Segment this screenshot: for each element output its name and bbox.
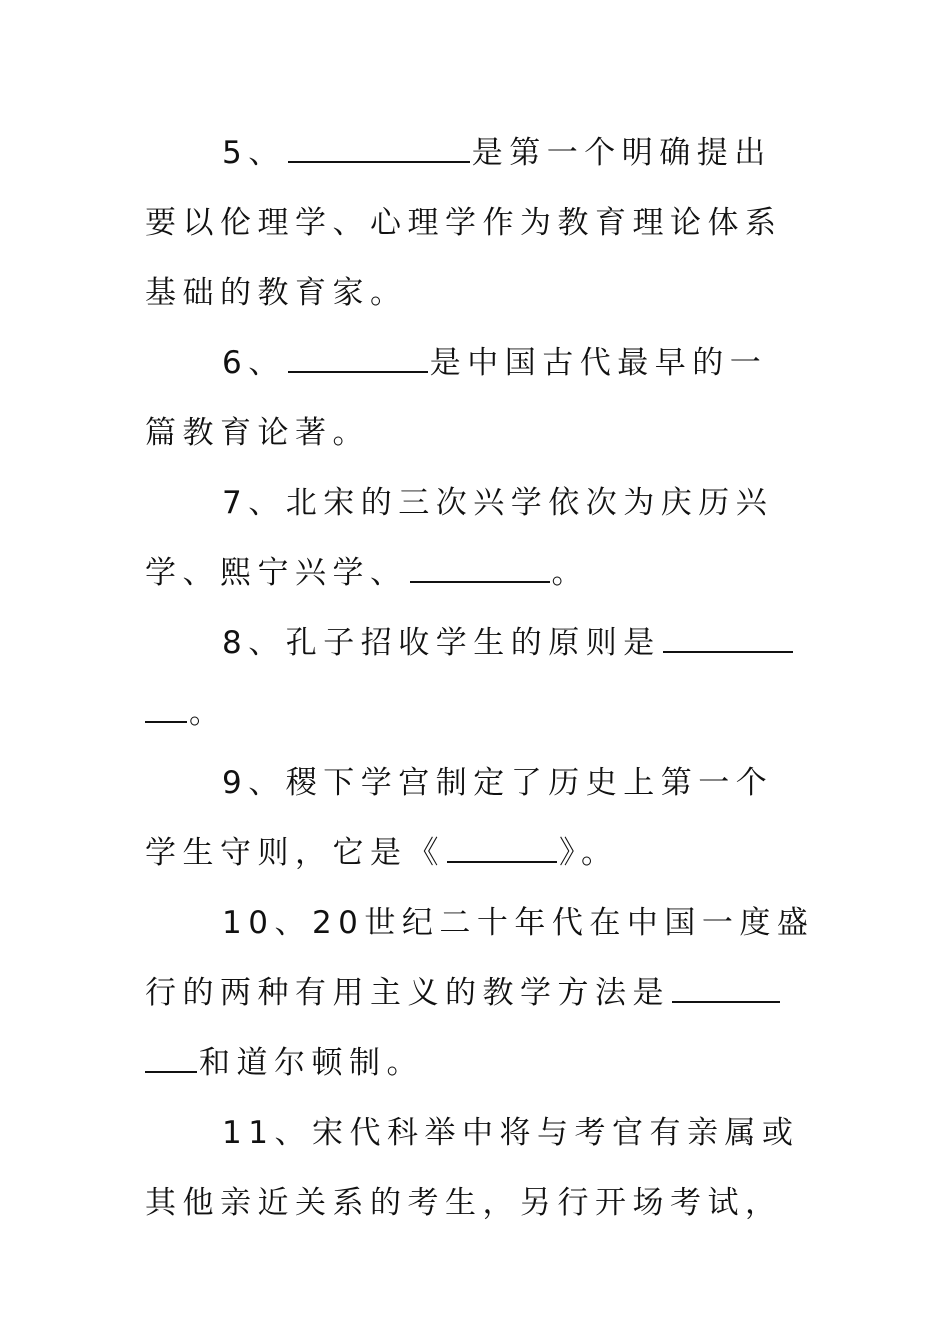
question-7-text-after-blank: 。 <box>551 555 589 591</box>
question-11-line-1: 11、宋代科举中将与考官有亲属或 <box>222 1115 800 1151</box>
question-7-text-before-blank: 学、熙宁兴学、 <box>145 555 408 591</box>
question-8-blank-part-2 <box>145 697 187 723</box>
question-10-blank-part-1 <box>672 977 780 1003</box>
question-6-line-2: 篇教育论著。 <box>145 415 370 451</box>
question-9-text-before-blank: 学生守则，它是《 <box>145 835 445 871</box>
question-9-text-after-blank: 》。 <box>559 835 619 871</box>
question-10-line-1: 10、20世纪二十年代在中国一度盛 <box>222 905 815 941</box>
question-5-line-2: 要以伦理学、心理学作为教育理论体系 <box>145 205 783 241</box>
question-8-text-after-blank: 。 <box>189 695 227 731</box>
question-8-line-1 <box>222 623 822 663</box>
question-11-line-2: 其他亲近关系的考生，另行开场考试， <box>145 1185 783 1221</box>
question-7-line-1: 7、北宋的三次兴学依次为庆历兴 <box>222 485 774 521</box>
question-9-blank <box>447 837 557 863</box>
question-7-line-2 <box>145 553 825 593</box>
question-6-text: 是中国古代最早的一 <box>429 345 768 381</box>
question-5-number: 5、 <box>222 135 286 171</box>
question-10-text-before-blank: 行的两种有用主义的教学方法是 <box>145 975 670 1011</box>
question-10-line-2 <box>145 973 825 1013</box>
question-8-line-2 <box>145 693 825 733</box>
question-10-blank-part-2 <box>145 1047 197 1073</box>
question-5-line-1 <box>222 133 822 173</box>
question-9-line-2 <box>145 833 825 873</box>
question-5-text: 是第一个明确提出 <box>471 135 772 171</box>
question-6-line-1 <box>222 343 822 383</box>
question-10-line-3 <box>145 1043 825 1083</box>
question-6-blank <box>288 347 428 373</box>
question-10-text-after-blank: 和道尔顿制。 <box>199 1045 424 1081</box>
question-9-line-1: 9、稷下学宫制定了历史上第一个 <box>222 765 774 801</box>
question-8-text: 8、孔子招收学生的原则是 <box>222 625 661 661</box>
question-5-blank <box>288 137 470 163</box>
question-6-number: 6、 <box>222 345 286 381</box>
question-5-line-3: 基础的教育家。 <box>145 275 408 311</box>
question-7-blank <box>410 557 550 583</box>
question-8-blank-part-1 <box>663 627 793 653</box>
